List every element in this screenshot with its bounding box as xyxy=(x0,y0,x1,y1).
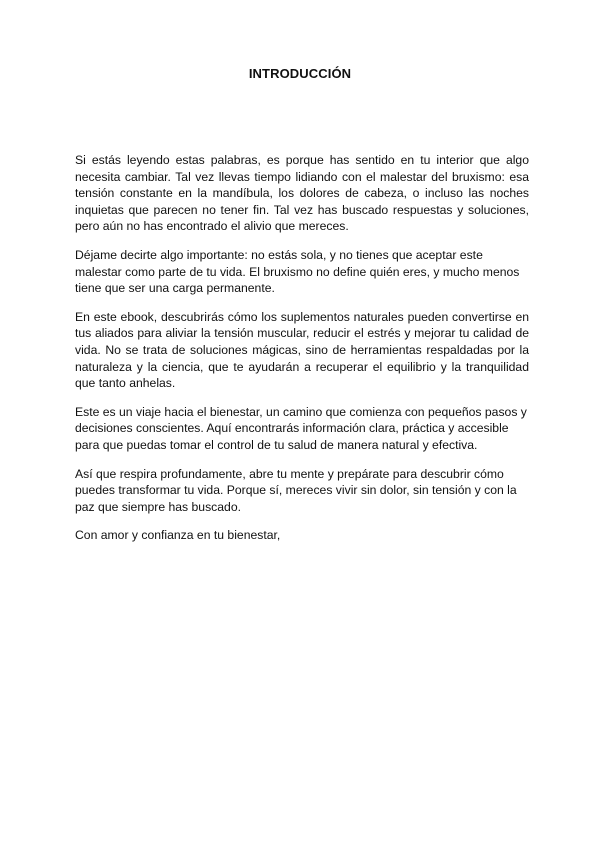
paragraph-ebook-purpose: En este ebook, descubrirás cómo los suplementos naturales pueden convertirse en tus aliados para aliviar la tensión muscular, reducir el estrés y mejorar tu calidad de vida. No se trata de soluciones mágicas, sino de herramientas respaldadas por la naturaleza y la ciencia, que te ayudarán a recuperar el equilibrio y la tranquilidad que tanto anhelas. xyxy=(75,309,529,391)
page-title: INTRODUCCIÓN xyxy=(248,66,352,81)
paragraph-journey: Este es un viaje hacia el bienestar, un camino que comienza con pequeños pasos y decisiones conscientes. Aquí encontrarás información clara, práctica y accesible para que puedas tomar el control de tu salud de manera natural y efectiva. xyxy=(75,404,527,452)
paragraph-reassurance: Déjame decirte algo importante: no estás sola, y no tienes que aceptar este malestar como parte de tu vida. El bruxismo no define quién eres, y mucho menos tiene que ser una carga permanente. xyxy=(75,247,520,296)
document-body xyxy=(75,152,529,556)
paragraph-closing: Con amor y confianza en tu bienestar, xyxy=(75,528,281,543)
paragraph-invitation: Así que respira profundamente, abre tu mente y prepárate para descubrir cómo puedes transformar tu vida. Porque sí, mereces vivir sin dolor, sin tensión y con la paz que siempre has buscado. xyxy=(75,466,517,514)
paragraph-intro: Si estás leyendo estas palabras, es porque has sentido en tu interior que algo necesita cambiar. Tal vez llevas tiempo lidiando con el malestar del bruxismo: esa tensión constante en la mandíbula, los dolores de cabeza, o incluso las noches inquietas que parecen no tener fin. Tal vez has buscado respuestas y soluciones, pero aún no has encontrado el alivio que mereces. xyxy=(75,153,529,234)
